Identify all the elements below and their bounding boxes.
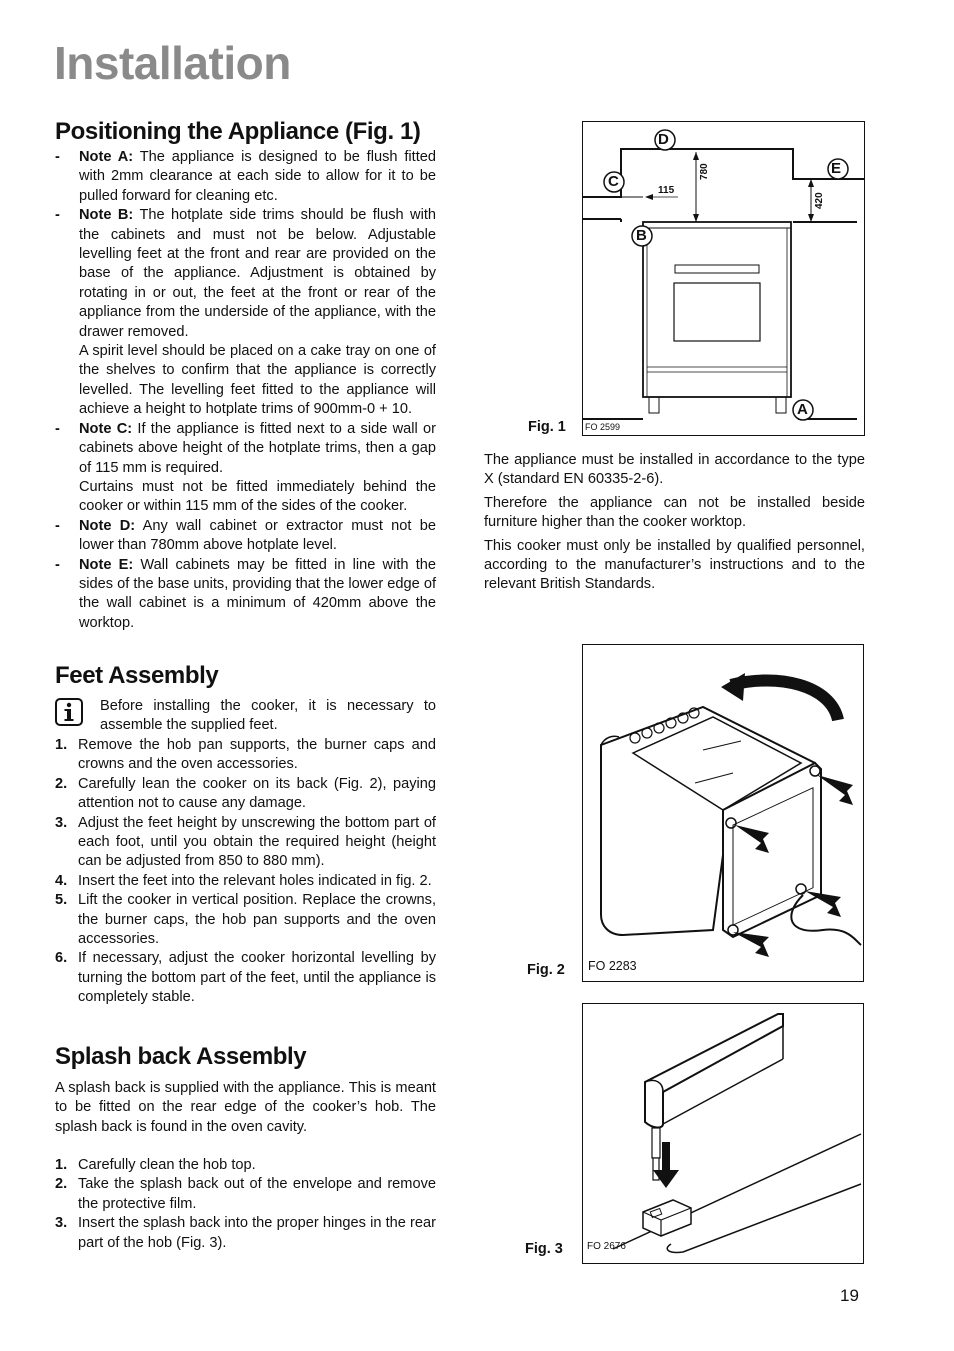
step-item <box>55 1156 436 1175</box>
figure-1-diagram <box>582 121 865 436</box>
note-label: Note A: <box>79 149 134 165</box>
step-item <box>55 1214 436 1253</box>
step-item <box>55 891 436 949</box>
step-item <box>55 872 436 891</box>
step-item <box>55 1175 436 1214</box>
fig1-dim-115: 115 <box>658 185 675 196</box>
feet-heading: Feet Assembly <box>55 662 219 689</box>
requirement-paragraph: The appliance must be installed in accordance to the type X (standard EN 60335-2-6). <box>484 452 865 488</box>
positioning-notes <box>55 148 436 633</box>
step-number: 1. <box>55 1157 68 1173</box>
figure-3-diagram <box>582 1003 864 1264</box>
positioning-note <box>55 148 436 206</box>
step-number: 3. <box>55 1215 68 1232</box>
fig1-caption: Fig. 1 <box>528 419 566 435</box>
step-number: 6. <box>55 950 68 967</box>
fig3-caption: Fig. 3 <box>525 1241 563 1257</box>
step-number: 2. <box>55 775 68 792</box>
splash-steps <box>55 1156 436 1253</box>
step-text: Insert the splash back into the proper hinges in the rear part of the hob (Fig. 3). <box>78 1215 436 1251</box>
step-item <box>55 949 436 1007</box>
step-item <box>55 814 436 872</box>
positioning-note <box>55 342 436 420</box>
step-text: Remove the hob pan supports, the burner caps and crowns and the oven accessories. <box>78 737 436 773</box>
note-label: Note C: <box>79 420 133 437</box>
fig2-code: FO 2283 <box>588 959 637 973</box>
step-item <box>55 775 436 814</box>
step-text: Take the splash back out of the envelope and remove the protective film. <box>78 1176 436 1212</box>
fig2-caption: Fig. 2 <box>527 962 565 978</box>
step-text: Insert the feet into the relevant holes indicated in fig. 2. <box>78 872 432 889</box>
step-text: Lift the cooker in vertical position. Replace the crowns, the burner caps, the hob pan supports and the oven accessories. <box>78 892 436 948</box>
step-number: 4. <box>55 872 68 889</box>
figure-2-diagram <box>582 644 864 982</box>
positioning-note <box>55 478 436 517</box>
note-text: Any wall cabinet or extractor must not be lower than 780mm above hotplate level. <box>79 517 436 554</box>
step-text: Adjust the feet height by unscrewing the bottom part of each foot, until you obtain the required height (height can be adjusted from 850 to 880 mm). <box>78 814 436 870</box>
step-item <box>55 736 436 775</box>
fig1-label-b: B <box>636 227 647 244</box>
note-bullet: - <box>55 556 60 573</box>
note-label: Note D: <box>79 517 136 534</box>
requirement-paragraph: Therefore the appliance can not be installed beside furniture higher than the cooker worktop. <box>484 494 865 531</box>
note-text: The appliance is designed to be flush fitted with 2mm clearance at each side to allow for it to be pulled forward for cleaning etc. <box>79 149 437 204</box>
step-text: Carefully clean the hob top. <box>78 1157 256 1173</box>
page-title: Installation <box>54 37 291 89</box>
splash-intro: A splash back is supplied with the appliance. This is meant to be fitted on the rear edge of the cooker’s hob. The splash back is found in the oven cavity. <box>55 1080 436 1135</box>
fig1-label-c: C <box>608 173 619 190</box>
feet-steps <box>55 736 436 1008</box>
step-number: 2. <box>55 1176 68 1193</box>
fig3-code: FO 2676 <box>587 1241 626 1252</box>
fig1-dim-420: 420 <box>814 192 825 209</box>
step-number: 5. <box>55 892 68 909</box>
fig1-dim-780: 780 <box>699 163 710 180</box>
info-icon <box>55 698 83 726</box>
feet-info-text: Before installing the cooker, it is necessary to assemble the supplied feet. <box>100 698 436 734</box>
note-bullet: - <box>55 420 60 437</box>
installation-requirements <box>484 451 865 599</box>
splash-heading: Splash back Assembly <box>55 1043 307 1070</box>
step-number: 1. <box>55 737 68 753</box>
page-number: 19 <box>840 1286 859 1305</box>
step-number: 3. <box>55 814 68 831</box>
positioning-note <box>55 206 436 342</box>
fig1-label-e: E <box>831 160 842 177</box>
note-text: A spirit level should be placed on a cake tray on one of the shelves to confirm that the appliance is correctly levelled. The levelling feet fitted to the appliance will achieve a height to hotplate trims of 900mm-0 + 10. <box>79 343 436 418</box>
note-bullet: - <box>55 207 60 224</box>
positioning-note <box>55 420 436 478</box>
step-text: Carefully lean the cooker on its back (Fig. 2), paying attention not to cause any damage. <box>78 775 436 812</box>
note-text: Curtains must not be fitted immediately behind the cooker or within 115 mm of the sides of the cooker. <box>79 478 436 515</box>
note-text: If the appliance is fitted next to a side wall or cabinets above height of the hotplate trims, then a gap of 115 mm is required. <box>79 420 436 476</box>
step-text: If necessary, adjust the cooker horizontal levelling by turning the bottom part of the feet, until the appliance is completely stable. <box>78 950 436 1006</box>
note-label: Note E: <box>79 556 134 573</box>
note-text: Wall cabinets may be fitted in line with the sides of the base units, providing that the lower edge of the wall cabinet is a minimum of 420mm above the worktop. <box>79 556 436 631</box>
note-label: Note B: <box>79 207 134 224</box>
note-bullet: - <box>55 149 60 165</box>
fig1-label-a: A <box>797 401 808 418</box>
fig1-code: FO 2599 <box>585 422 621 432</box>
requirement-paragraph: This cooker must only be installed by qualified personnel, according to the manufacturer’s instructions and to the relevant British Standards. <box>484 537 865 593</box>
note-text: The hotplate side trims should be flush with the cabinets and must not be below. Adjustable levelling feet at the front and rear are provided on the base of the appliance. Adjustment is obtained by rotating in or out, the feet at the front or rear of the appliance from the underside of the appliance, with the drawer removed. <box>79 207 437 340</box>
positioning-heading: Positioning the Appliance (Fig. 1) <box>55 118 421 145</box>
fig1-label-d: D <box>658 131 669 148</box>
note-bullet: - <box>55 517 60 534</box>
positioning-note <box>55 517 436 556</box>
positioning-note <box>55 556 436 634</box>
